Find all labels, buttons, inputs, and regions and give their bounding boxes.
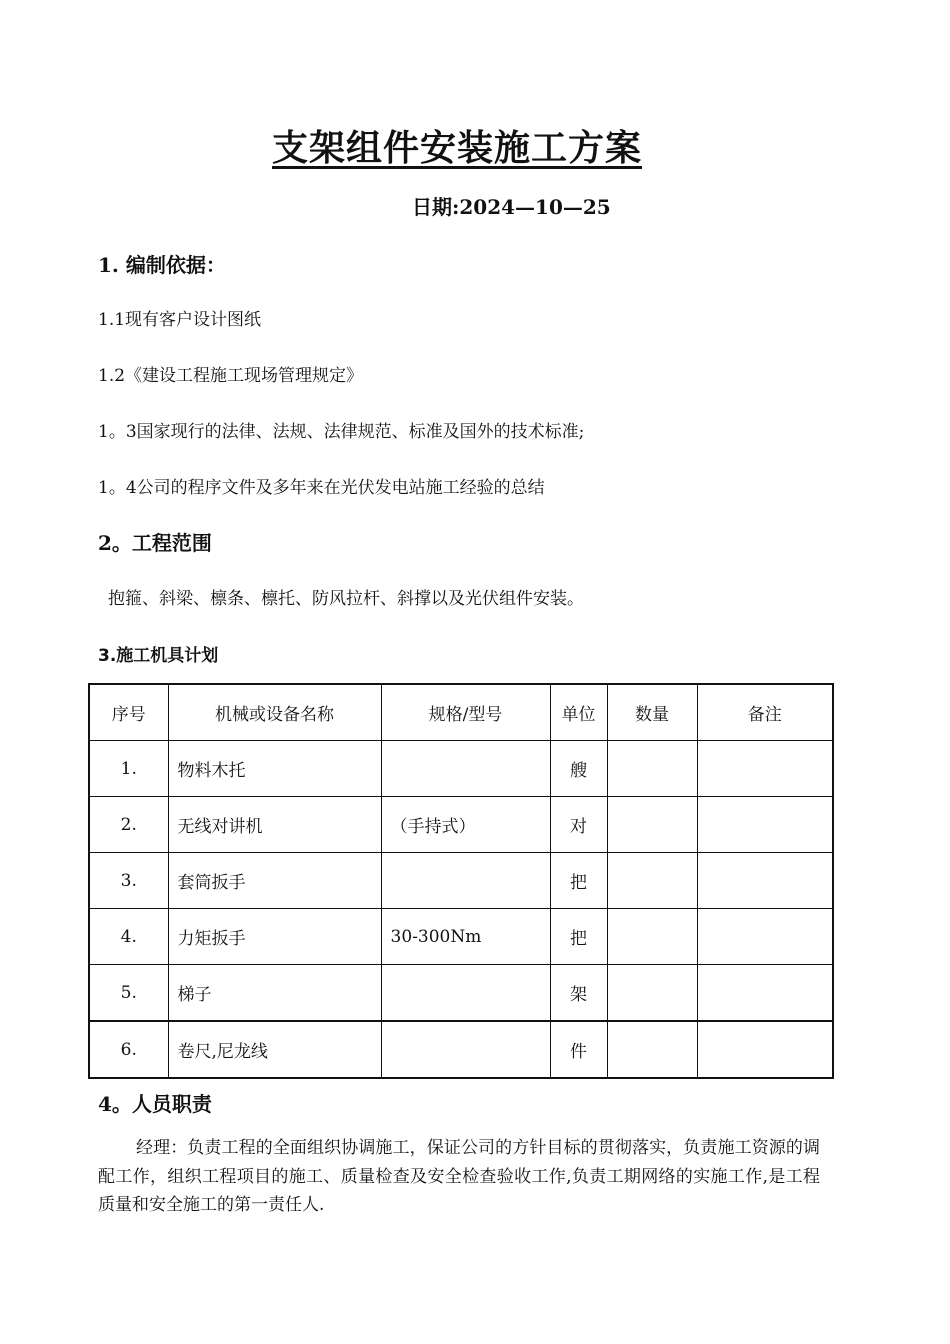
table-row [89, 853, 833, 909]
equipment-note [697, 853, 833, 909]
equipment-spec: 30-300Nm [381, 909, 550, 965]
equipment-qty [607, 909, 697, 965]
table-row [89, 965, 833, 1022]
equipment-unit: 架 [550, 965, 607, 1022]
row-index: 2. [89, 797, 168, 853]
equipment-spec [381, 965, 550, 1022]
equipment-unit: 把 [550, 909, 607, 965]
equipment-qty [607, 797, 697, 853]
equipment-table [88, 683, 834, 1079]
scope-text: 抱箍、斜梁、檩条、檩托、防风拉杆、斜撑以及光伏组件安装。 [108, 589, 584, 609]
equipment-name: 套筒扳手 [168, 853, 381, 909]
header-cell: 机械或设备名称 [168, 684, 381, 741]
header-cell: 备注 [697, 684, 833, 741]
equipment-spec [381, 1021, 550, 1078]
equipment-name: 物料木托 [168, 741, 381, 797]
section-1-heading: 1. 编制依据： [98, 253, 226, 277]
equipment-unit: 件 [550, 1021, 607, 1078]
equipment-name: 力矩扳手 [168, 909, 381, 965]
equipment-name: 卷尺,尼龙线 [168, 1021, 381, 1078]
basis-item: 1。3国家现行的法律、法规、法律规范、标准及国外的技术标准; [98, 422, 585, 442]
row-index: 6. [89, 1021, 168, 1078]
table-header-row [89, 684, 833, 741]
section-4-heading: 4。人员职责 [98, 1092, 212, 1116]
section-2-heading: 2。工程范围 [98, 531, 212, 555]
row-index: 4. [89, 909, 168, 965]
basis-item: 1。4公司的程序文件及多年来在光伏发电站施工经验的总结 [98, 478, 545, 498]
row-index: 5. [89, 965, 168, 1022]
manager-duties-paragraph: 经理：负责工程的全面组织协调施工，保证公司的方针目标的贯彻落实，负责施工资源的调配工作，组织工程项目的施工、质量检查及安全检查验收工作,负责工期网络的实施工作,是工程质量和安全施工的第一责任人. [98, 1138, 820, 1215]
table-row [89, 741, 833, 797]
equipment-unit: 对 [550, 797, 607, 853]
row-index: 1. [89, 741, 168, 797]
equipment-unit: 艘 [550, 741, 607, 797]
header-cell: 数量 [607, 684, 697, 741]
equipment-spec [381, 741, 550, 797]
equipment-qty [607, 853, 697, 909]
equipment-qty [607, 965, 697, 1022]
row-index: 3. [89, 853, 168, 909]
basis-item: 1.1现有客户设计图纸 [98, 310, 262, 330]
table-row [89, 909, 833, 965]
basis-item: 1.2《建设工程施工现场管理规定》 [98, 366, 364, 386]
equipment-spec [381, 853, 550, 909]
equipment-unit: 把 [550, 853, 607, 909]
table-row [89, 797, 833, 853]
equipment-note [697, 909, 833, 965]
equipment-note [697, 797, 833, 853]
table-row [89, 1021, 833, 1078]
equipment-name: 无线对讲机 [168, 797, 381, 853]
document-date: 日期:2024—10—25 [412, 195, 611, 219]
equipment-qty [607, 741, 697, 797]
equipment-note [697, 741, 833, 797]
section-3-heading: 3.施工机具计划 [98, 646, 219, 666]
header-cell: 规格/型号 [381, 684, 550, 741]
equipment-qty [607, 1021, 697, 1078]
equipment-note [697, 965, 833, 1022]
header-cell: 单位 [550, 684, 607, 741]
equipment-note [697, 1021, 833, 1078]
document-title: 支架组件安装施工方案 [271, 127, 642, 169]
equipment-spec: （手持式） [381, 797, 550, 853]
equipment-name: 梯子 [168, 965, 381, 1022]
header-cell: 序号 [89, 684, 168, 741]
